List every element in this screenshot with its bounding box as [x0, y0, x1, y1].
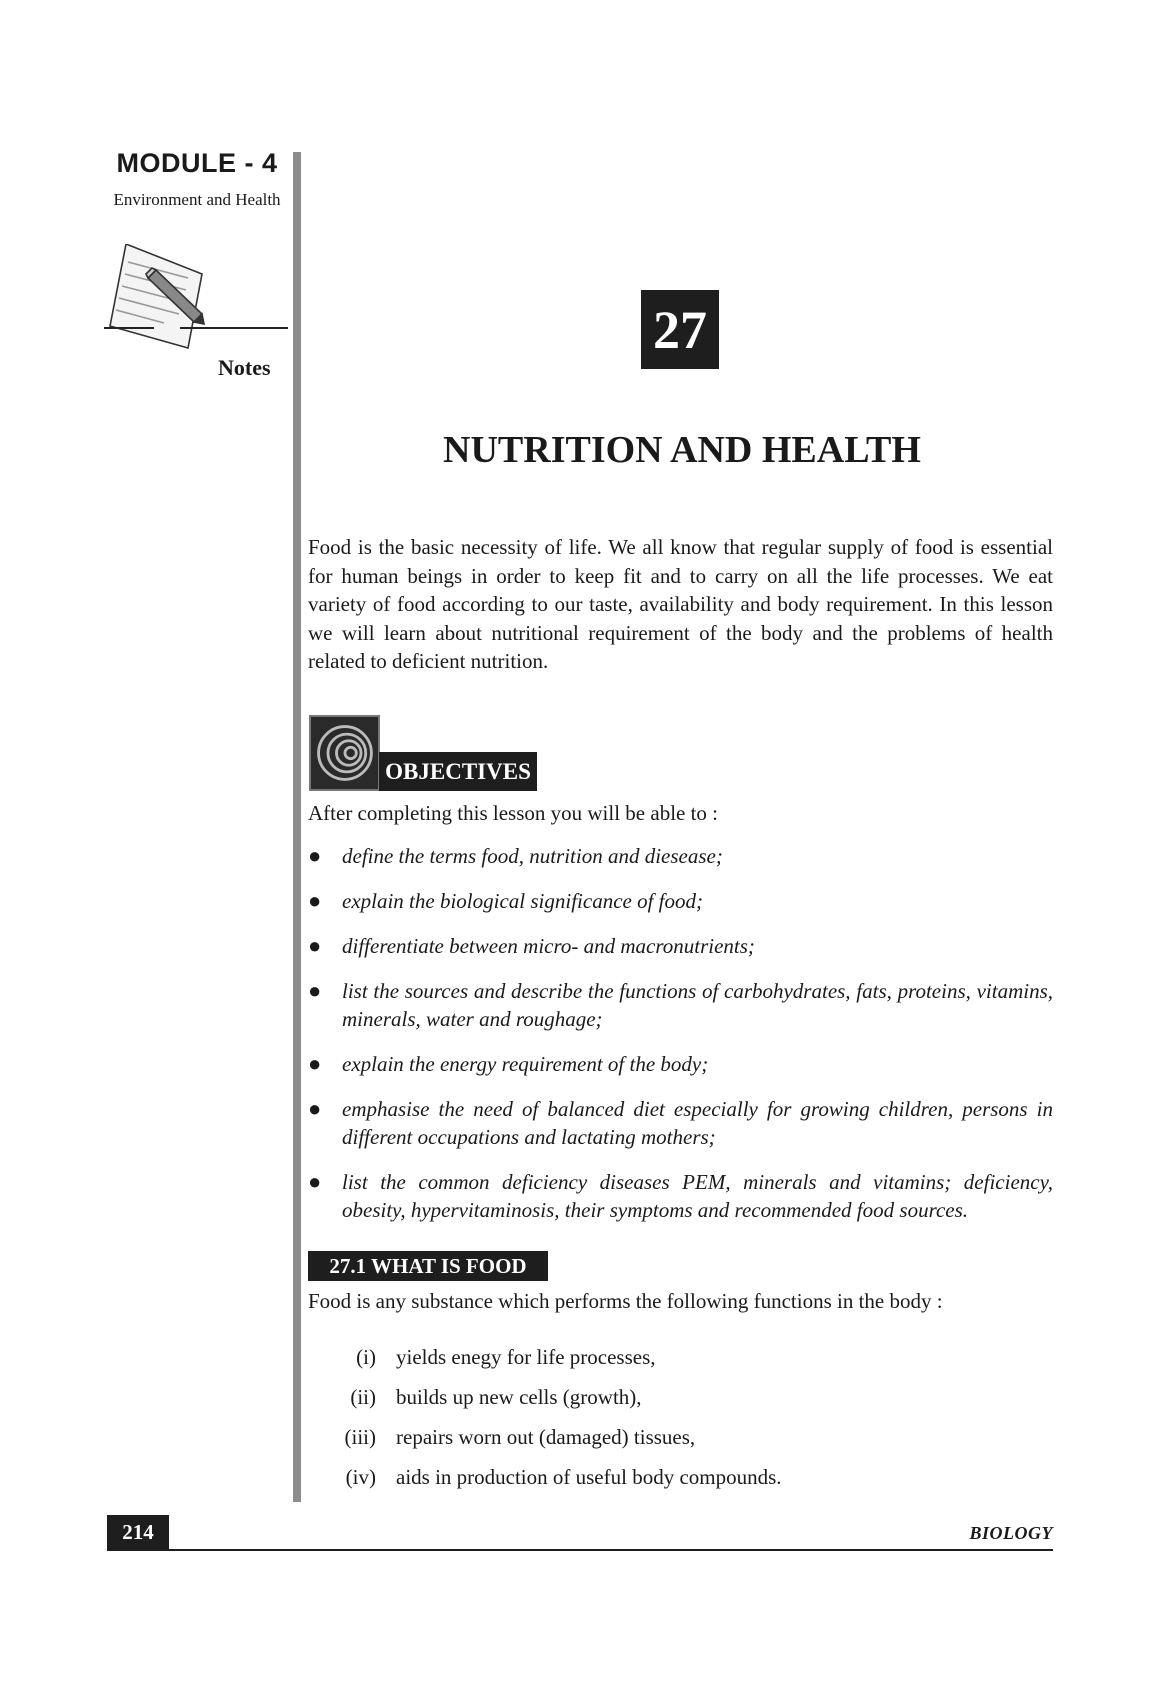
objectives-lead: After completing this lesson you will be able to :	[308, 801, 719, 825]
list-item: ● list the common deficiency diseases PEM, minerals and vitamins; deficiency, obesity, hypervitaminosis, their symptoms and recommended food sources.	[308, 1169, 1053, 1222]
bullet-icon: ●	[308, 1051, 322, 1076]
chapter-title: NUTRITION AND HEALTH	[443, 429, 921, 471]
module-title: MODULE - 4	[116, 148, 278, 178]
list-item: ● differentiate between micro- and macronutrients;	[308, 933, 755, 958]
page-number: 214	[107, 1515, 169, 1549]
chapter-number: 27	[641, 290, 719, 369]
bullet-icon: ●	[308, 1169, 322, 1194]
section-heading: 27.1 WHAT IS FOOD	[308, 1251, 548, 1281]
subject-label: BIOLOGY	[969, 1523, 1053, 1543]
list-item: ● define the terms food, nutrition and diesease;	[308, 843, 723, 868]
footer-rule	[107, 1549, 1053, 1551]
bullet-icon: ●	[308, 843, 322, 868]
list-item: ● explain the biological significance of food;	[308, 888, 704, 913]
margin-divider	[293, 152, 301, 1502]
bullet-icon: ●	[308, 978, 322, 1003]
list-item: (ii) builds up new cells (growth),	[330, 1383, 1030, 1423]
list-item: ● list the sources and describe the functions of carbohydrates, fats, proteins, vitamins, minerals, water and roughage;	[308, 978, 1053, 1031]
list-item: (iii) repairs worn out (damaged) tissues,	[330, 1423, 1030, 1463]
list-item: ● explain the energy requirement of the body;	[308, 1051, 709, 1076]
list-number: (i)	[356, 1345, 376, 1369]
notes-label: Notes	[218, 355, 271, 380]
bullet-icon: ●	[308, 1096, 322, 1121]
objectives-label: OBJECTIVES	[379, 752, 537, 791]
list-number: (iii)	[344, 1425, 376, 1449]
objectives-target-icon	[309, 715, 380, 791]
list-item: (iv) aids in production of useful body compounds.	[330, 1463, 1030, 1503]
module-subtitle: Environment and Health	[113, 190, 281, 209]
list-number: (iv)	[345, 1465, 376, 1489]
section-intro: Food is any substance which performs the following functions in the body :	[308, 1289, 943, 1313]
bullet-icon: ●	[308, 933, 322, 958]
list-item: ● emphasise the need of balanced diet especially for growing children, persons in different occupations and lactating mothers;	[308, 1096, 1053, 1149]
list-number: (ii)	[350, 1385, 376, 1409]
bullet-icon: ●	[308, 888, 322, 913]
objectives-list	[308, 842, 1053, 1241]
list-item: (i) yields enegy for life processes,	[330, 1343, 1030, 1383]
functions-list	[330, 1343, 1030, 1503]
intro-paragraph: Food is the basic necessity of life. We all know that regular supply of food is essential for human beings in order to keep fit and to carry on all the life processes. We eat variety of food according to our taste, availability and body requirement. In this lesson we will learn about nutritional requirement of the body and the problems of health related to deficient nutrition.	[308, 535, 1053, 673]
